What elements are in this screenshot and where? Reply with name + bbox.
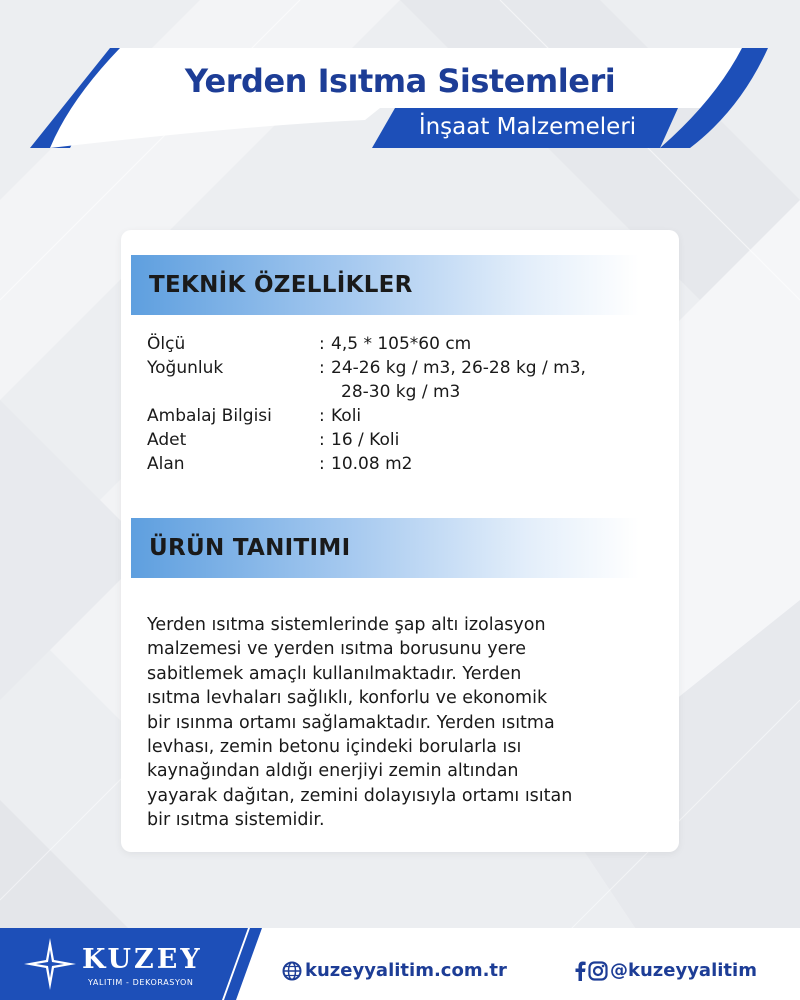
spec-colon: : (319, 334, 325, 354)
spec-row-packaging (147, 404, 667, 428)
page-subtitle: İnşaat Malzemeleri (418, 114, 637, 140)
spec-colon: : (319, 430, 325, 450)
spec-value (331, 428, 667, 452)
product-heading-banner (131, 518, 639, 578)
spec-value (331, 356, 667, 404)
brand-tagline: YALITIM - DEKORASYON (88, 978, 194, 987)
spec-value-line: 4,5 * 105*60 cm (331, 334, 472, 354)
spec-label: Alan (147, 454, 185, 474)
description-line: levhası, zemin betonu içindeki borularla ısı (147, 737, 522, 758)
globe-icon (282, 961, 302, 981)
description-line: Yerden ısıtma sistemlerinde şap altı izolasyon (147, 615, 546, 635)
spec-colon: : (319, 454, 325, 474)
spec-row-size (147, 332, 667, 356)
description-line: malzemesi ve yerden ısıtma borusunu yere (147, 639, 526, 660)
website-link[interactable]: kuzeyyalitim.com.tr (305, 960, 507, 981)
description-line: ısıtma levhaları sağlıklı, konforlu ve ekonomik (147, 688, 548, 709)
page-title: Yerden Isıtma Sistemleri (184, 62, 616, 100)
description-line: bir ısınma ortamı sağlamaktadır. Yerden ısıtma (147, 712, 555, 733)
social-handle[interactable]: @kuzeyyalitim (610, 960, 757, 981)
spec-colon: : (319, 406, 325, 426)
star-logo-icon (22, 936, 78, 992)
technical-heading: TEKNİK ÖZELLİKLER (149, 272, 413, 298)
spec-value (331, 452, 667, 476)
spec-row-density (147, 356, 667, 404)
spec-label: Ölçü (147, 334, 186, 354)
brand-name: KUZEY (82, 944, 203, 975)
spec-colon: : (319, 358, 325, 378)
spec-label: Adet (147, 430, 187, 450)
spec-label: Yoğunluk (147, 358, 224, 378)
spec-label: Ambalaj Bilgisi (147, 406, 272, 426)
spec-value-line: Koli (331, 406, 362, 426)
description-line: sabitlemek amaçlı kullanılmaktadır. Yerden (147, 663, 522, 684)
spec-list (147, 332, 667, 476)
header (0, 0, 800, 170)
description-line: yayarak dağıtan, zemini dolayısıyla ortamı ısıtan (147, 785, 573, 806)
info-card (121, 230, 679, 852)
spec-row-area (147, 452, 667, 476)
instagram-icon[interactable] (588, 961, 608, 981)
spec-value-line: 16 / Koli (331, 430, 400, 450)
technical-heading-banner (131, 255, 639, 315)
product-heading: ÜRÜN TANITIMI (149, 535, 351, 561)
product-description (147, 613, 652, 833)
spec-value (331, 332, 667, 356)
facebook-icon[interactable] (573, 961, 587, 981)
footer (0, 928, 800, 1000)
description-line: bir ısıtma sistemidir. (147, 810, 325, 831)
spec-row-quantity (147, 428, 667, 452)
spec-value-line: 24-26 kg / m3, 26-28 kg / m3, (331, 358, 586, 378)
spec-value (331, 404, 667, 428)
spec-value-line: 10.08 m2 (331, 454, 413, 474)
spec-value-line: 28-30 kg / m3 (341, 382, 461, 402)
description-line: kaynağından aldığı enerjiyi zemin altından (147, 761, 519, 782)
